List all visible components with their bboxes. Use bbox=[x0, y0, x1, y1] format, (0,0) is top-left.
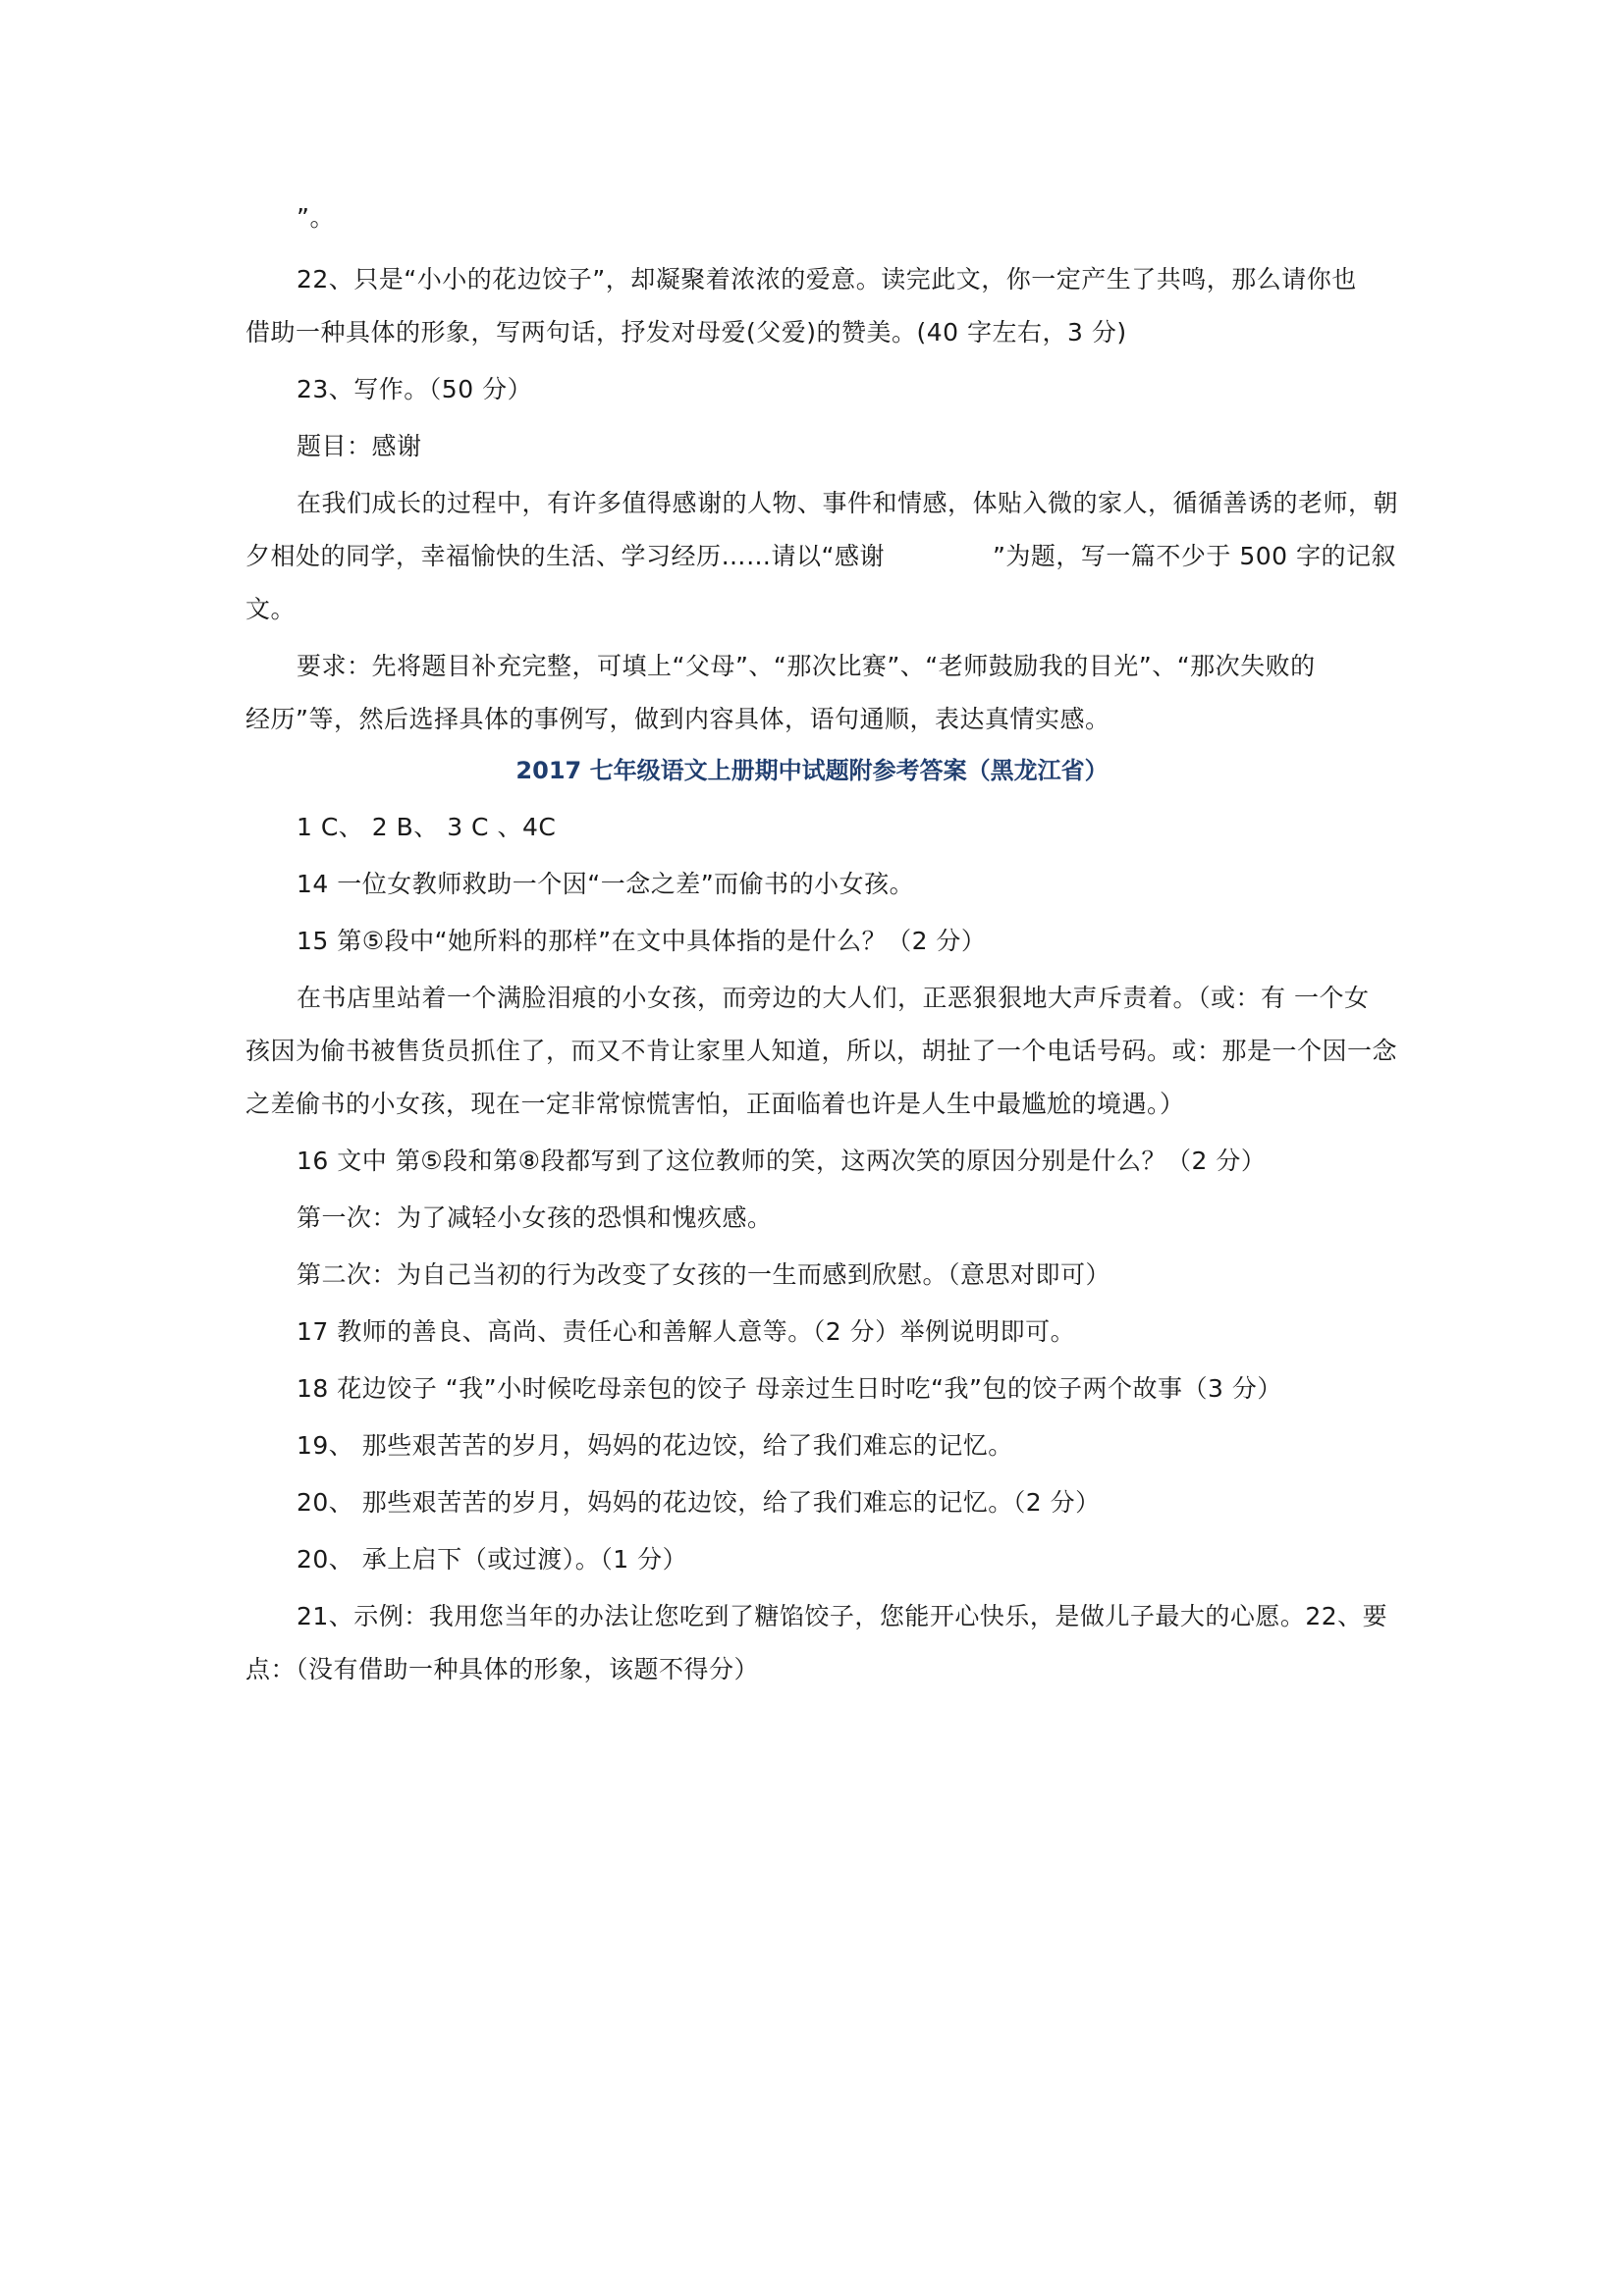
answer-16-question: 16 文中 第⑤段和第⑧段都写到了这位教师的笑，这两次笑的原因分别是什么？（2 分） bbox=[297, 1147, 1267, 1175]
answer-20a: 20、 那些艰苦苦的岁月，妈妈的花边饺，给了我们难忘的记忆。（2 分） bbox=[297, 1488, 1101, 1517]
question-22-line-1: 22、只是“小小的花边饺子”，却凝聚着浓浓的爱意。读完此文，你一定产生了共鸣，那么请你也 bbox=[297, 265, 1357, 294]
answer-1-4: 1 C、 2 B、 3 C 、4C bbox=[297, 813, 557, 841]
answer-18: 18 花边饺子 “我”小时候吃母亲包的饺子 母亲过生日时吃“我”包的饺子两个故事（3 分） bbox=[297, 1374, 1282, 1403]
answer-19: 19、 那些艰苦苦的岁月，妈妈的花边饺，给了我们难忘的记忆。 bbox=[297, 1431, 1013, 1460]
question-23: 23、写作。（50 分） bbox=[297, 375, 533, 403]
essay-prompt-line-1: 在我们成长的过程中，有许多值得感谢的人物、事件和情感，体贴入微的家人，循循善诱的老师，朝 bbox=[297, 489, 1399, 517]
answer-17: 17 教师的善良、高尚、责任心和善解人意等。（2 分）举例说明即可。 bbox=[297, 1317, 1076, 1346]
answer-16-second: 第二次：为自己当初的行为改变了女孩的一生而感到欣慰。（意思对即可） bbox=[297, 1260, 1111, 1289]
answer-16-first: 第一次：为了减轻小女孩的恐惧和愧疚感。 bbox=[297, 1203, 773, 1232]
text-line: ”。 bbox=[297, 203, 335, 232]
answer-15-line-2: 孩因为偷书被售货员抓住了，而又不肯让家里人知道，所以，胡扯了一个电话号码。或：那是一个因一念 bbox=[245, 1037, 1398, 1065]
essay-title: 题目：感谢 bbox=[297, 432, 422, 460]
answer-21-line-1: 21、示例：我用您当年的办法让您吃到了糖馅饺子，您能开心快乐，是做儿子最大的心愿。22、要 bbox=[297, 1602, 1388, 1630]
essay-prompt-line-2-part-2: ”为题，写一篇不少于 500 字的记叙 bbox=[992, 542, 1397, 570]
answer-21-line-2: 点：（没有借助一种具体的形象，该题不得分） bbox=[245, 1655, 760, 1683]
requirements-line-1: 要求：先将题目补充完整，可填上“父母”、“那次比赛”、“老师鼓励我的目光”、“那次失败的 bbox=[297, 652, 1316, 680]
answer-heading: 2017 七年级语文上册期中试题附参考答案（黑龙江省） bbox=[515, 757, 1109, 784]
requirements-line-2: 经历”等，然后选择具体的事例写，做到内容具体，语句通顺，表达真情实感。 bbox=[245, 705, 1110, 733]
answer-15-line-1: 在书店里站着一个满脸泪痕的小女孩，而旁边的大人们，正恶狠狠地大声斥责着。（或：有 一个女 bbox=[297, 984, 1370, 1012]
essay-prompt-line-2-part-1: 夕相处的同学，幸福愉快的生活、学习经历……请以“感谢 bbox=[245, 542, 885, 570]
essay-prompt-line-3: 文。 bbox=[245, 595, 297, 623]
answer-20b: 20、 承上启下（或过渡）。（1 分） bbox=[297, 1545, 688, 1574]
essay-prompt-line-2 bbox=[245, 540, 1404, 573]
answer-14: 14 一位女教师救助一个因“一念之差”而偷书的小女孩。 bbox=[297, 870, 915, 898]
answer-15-question: 15 第⑤段中“她所料的那样”在文中具体指的是什么？（2 分） bbox=[297, 927, 987, 955]
answer-15-line-3: 之差偷书的小女孩，现在一定非常惊慌害怕，正面临着也许是人生中最尴尬的境遇。） bbox=[245, 1090, 1185, 1118]
question-22-line-2: 借助一种具体的形象，写两句话，抒发对母爱(父爱)的赞美。(40 字左右，3 分) bbox=[245, 318, 1127, 347]
